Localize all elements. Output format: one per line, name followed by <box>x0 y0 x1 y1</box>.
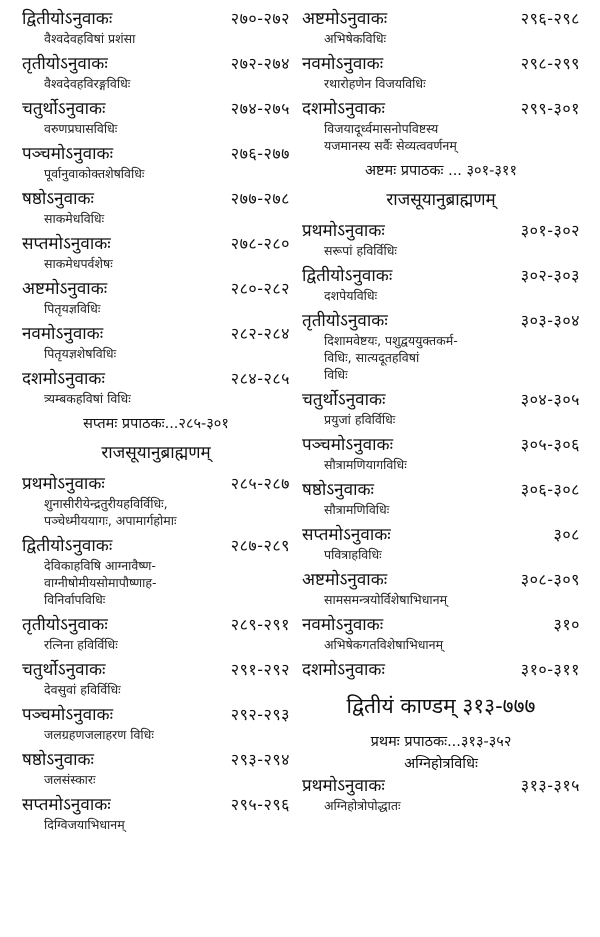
entry-heading <box>22 98 290 120</box>
page-range: २८२-२८४ <box>230 324 290 343</box>
right-column <box>302 8 580 820</box>
entry-description: वैश्वदेवहविषां प्रशंसा <box>44 31 136 46</box>
entry-description: देवसुवां हविर्विधिः <box>44 682 121 697</box>
toc-entry <box>22 233 290 272</box>
entry-description: विधिः <box>324 367 348 382</box>
toc-entry <box>22 704 290 743</box>
anuvaka-title: अष्टमोऽनुवाकः <box>302 9 388 29</box>
toc-entry <box>302 479 580 518</box>
entry-description: अग्निहोत्रोपोद्धातः <box>324 798 401 813</box>
entry-description: पञ्चेध्मीययागः, अपामार्गहोमाः <box>44 513 177 528</box>
anuvaka-title: नवमोऽनुवाकः <box>302 615 384 635</box>
section-title: राजसूयानुब्राह्मणम् <box>386 190 496 210</box>
page-range: ३०२-३०३ <box>520 266 580 285</box>
anuvaka-title: तृतीयोऽनुवाकः <box>22 615 108 635</box>
anuvaka-title: षष्ठोऽनुवाकः <box>22 750 94 770</box>
page-range: २९९-३०१ <box>520 99 580 118</box>
entry-description: विनिर्वापविधिः <box>44 592 106 607</box>
entry-heading <box>302 220 580 242</box>
page-range: ३१० <box>553 615 580 634</box>
page-range: २८५-२८७ <box>230 474 290 493</box>
entry-heading <box>22 749 290 771</box>
entry-description: सामसमन्त्रयोर्विशेषाभिधानम् <box>324 592 448 607</box>
entry-description: प्रयुजां हविर्विधिः <box>324 412 396 427</box>
anuvaka-title: तृतीयोऽनुवाकः <box>302 311 388 331</box>
toc-entry <box>302 53 580 92</box>
entry-heading <box>22 143 290 165</box>
entry-description: अभिषेकविधिः <box>324 31 387 46</box>
entry-description: साकमेधपर्वशेषः <box>44 256 113 271</box>
toc-entry <box>302 8 580 47</box>
anuvaka-title: सप्तमोऽनुवाकः <box>22 795 111 815</box>
entry-heading <box>302 98 580 120</box>
page-range: २८९-२९१ <box>230 615 290 634</box>
entry-description: रत्निना हविर्विधिः <box>44 637 118 652</box>
entry-description: त्र्यम्बकहविषां विधिः <box>44 391 131 406</box>
entry-description: दिग्विजयाभिधानम् <box>44 817 125 832</box>
toc-entry <box>22 473 290 529</box>
entry-description: जलसंस्कारः <box>44 772 96 787</box>
entry-heading <box>302 434 580 456</box>
toc-entry <box>22 53 290 92</box>
page-range: ३१३-३१५ <box>520 776 580 795</box>
anuvaka-title: पञ्चमोऽनुवाकः <box>22 705 114 725</box>
toc-entry <box>302 434 580 473</box>
anuvaka-title: दशमोऽनुवाकः <box>302 99 385 119</box>
page-range: ३०८-३०९ <box>520 570 580 589</box>
anuvaka-title: तृतीयोऽनुवाकः <box>22 54 108 74</box>
page-range: २९५-२९६ <box>230 795 290 814</box>
anuvaka-title: द्वितीयोऽनुवाकः <box>22 9 113 29</box>
anuvaka-title: नवमोऽनुवाकः <box>302 54 384 74</box>
entry-description: सौत्रामणिविधिः <box>324 502 390 517</box>
page-range: ३०६-३०८ <box>520 480 580 499</box>
prapathaka-heading: अष्टमः प्रपाठकः ... ३०१-३११ <box>364 163 517 179</box>
entry-heading <box>22 614 290 636</box>
toc-entry <box>22 188 290 227</box>
toc-entry <box>302 569 580 608</box>
page-range: २९६-२९८ <box>520 9 580 28</box>
entry-heading <box>22 368 290 390</box>
entry-heading <box>302 524 580 546</box>
toc-entry <box>22 8 290 47</box>
anuvaka-title: पञ्चमोऽनुवाकः <box>302 435 394 455</box>
entry-heading <box>22 8 290 30</box>
entry-description: रथारोहणेन विजयविधिः <box>324 76 426 91</box>
page-range: ३०५-३०६ <box>520 435 580 454</box>
toc-entry <box>22 278 290 317</box>
toc-entry <box>302 98 580 154</box>
entry-heading <box>302 53 580 75</box>
toc-entry <box>22 323 290 362</box>
anuvaka-title: सप्तमोऽनुवाकः <box>22 234 111 254</box>
entry-description: वैश्वदेवहविरङ्गविधिः <box>44 76 131 91</box>
entry-heading <box>22 659 290 681</box>
toc-entry <box>22 794 290 833</box>
toc-entry <box>22 98 290 137</box>
entry-heading <box>302 265 580 287</box>
entry-heading <box>302 569 580 591</box>
page-range: ३१०-३११ <box>520 660 580 679</box>
entry-description: दिशामवेष्टयः, पशुद्वययुक्तकर्म- <box>324 333 458 348</box>
entry-description: विजयादूर्ध्वमासनोपविष्टस्य <box>324 121 439 136</box>
toc-entry <box>302 220 580 259</box>
anuvaka-title: दशमोऽनुवाकः <box>302 660 385 680</box>
page-range: २८०-२८२ <box>230 279 290 298</box>
entry-heading <box>22 188 290 210</box>
anuvaka-title: द्वितीयोऽनुवाकः <box>22 536 113 556</box>
entry-description: अभिषेकगतविशेषाभिधानम् <box>324 637 444 652</box>
toc-entry <box>22 143 290 182</box>
entry-description: पवित्राहविधिः <box>324 547 382 562</box>
entry-description: विधिः, सात्यदूतहविषां <box>324 350 420 365</box>
subsection-heading: प्रथमः प्रपाठकः...३१३-३५२ <box>370 734 512 750</box>
anuvaka-title: षष्ठोऽनुवाकः <box>22 189 94 209</box>
entry-description: वरुणप्रघासविधिः <box>44 121 118 136</box>
anuvaka-title: पञ्चमोऽनुवाकः <box>22 144 114 164</box>
entry-heading <box>22 278 290 300</box>
page-range: २८७-२८९ <box>230 536 290 555</box>
toc-entry <box>302 310 580 383</box>
anuvaka-title: अष्टमोऽनुवाकः <box>22 279 108 299</box>
entry-description: सरूपां हविर्विधिः <box>324 243 397 258</box>
entry-heading <box>302 8 580 30</box>
entry-description: देविकाहविषि आग्नावैष्ण- <box>44 558 156 573</box>
page-range: ३०१-३०२ <box>520 221 580 240</box>
anuvaka-title: चतुर्थोऽनुवाकः <box>22 660 106 680</box>
entry-heading <box>22 794 290 816</box>
anuvaka-title: प्रथमोऽनुवाकः <box>22 474 105 494</box>
left-column <box>22 8 290 839</box>
toc-entry <box>22 614 290 653</box>
anuvaka-title: नवमोऽनुवाकः <box>22 324 104 344</box>
entry-heading <box>22 233 290 255</box>
page-range: २७७-२७८ <box>230 189 290 208</box>
page-range: २७०-२७२ <box>230 9 290 28</box>
anuvaka-title: अष्टमोऽनुवाकः <box>302 570 388 590</box>
toc-entry <box>302 524 580 563</box>
entry-heading <box>22 473 290 495</box>
entry-description: सौत्रामणियागविधिः <box>324 457 407 472</box>
toc-entry <box>22 368 290 407</box>
toc-entry <box>22 659 290 698</box>
anuvaka-title: चतुर्थोऽनुवाकः <box>302 390 386 410</box>
anuvaka-title: द्वितीयोऽनुवाकः <box>302 266 393 286</box>
entry-heading <box>302 614 580 636</box>
entry-description: पितृयज्ञविधिः <box>44 301 101 316</box>
toc-entry <box>302 775 580 814</box>
page-range: २८४-२८५ <box>230 369 290 388</box>
page-range: ३०८ <box>553 525 580 544</box>
page-range: ३०३-३०४ <box>520 311 580 330</box>
entry-description: यजमानस्य सर्वैः सेव्यत्ववर्णनम् <box>324 138 457 153</box>
anuvaka-title: प्रथमोऽनुवाकः <box>302 776 385 796</box>
entry-heading <box>302 775 580 797</box>
page-range: २७८-२८० <box>230 234 290 253</box>
toc-entry <box>302 659 580 681</box>
toc-entry <box>302 389 580 428</box>
toc-entry <box>22 749 290 788</box>
anuvaka-title: चतुर्थोऽनुवाकः <box>22 99 106 119</box>
page-range: २७६-२७७ <box>230 144 290 163</box>
entry-heading <box>22 323 290 345</box>
toc-entry <box>22 535 290 608</box>
anuvaka-title: सप्तमोऽनुवाकः <box>302 525 391 545</box>
entry-heading <box>22 535 290 557</box>
entry-description: पितृयज्ञशेषविधिः <box>44 346 117 361</box>
entry-description: पूर्वानुवाकोक्तशेषविधिः <box>44 166 145 181</box>
entry-description: जलग्रहणजलाहरण विधिः <box>44 727 154 742</box>
entry-description: शुनासीरीयेन्द्रतुरीयहविर्विधिः, <box>44 496 168 511</box>
page-range: २९२-२९३ <box>230 705 290 724</box>
entry-heading <box>302 389 580 411</box>
page-range: २७२-२७४ <box>230 54 290 73</box>
page-range: ३०४-३०५ <box>520 390 580 409</box>
toc-entry <box>302 265 580 304</box>
page-range: २९३-२९४ <box>230 750 290 769</box>
entry-heading <box>22 704 290 726</box>
entry-heading <box>302 479 580 501</box>
entry-description: वाग्नीषोमीयसोमापौष्णाह- <box>44 575 157 590</box>
entry-description: साकमेधविधिः <box>44 211 105 226</box>
anuvaka-title: षष्ठोऽनुवाकः <box>302 480 374 500</box>
entry-heading <box>302 659 580 681</box>
entry-description: दशपेयविधिः <box>324 288 378 303</box>
page-range: २७४-२७५ <box>230 99 290 118</box>
anuvaka-title: प्रथमोऽनुवाकः <box>302 221 385 241</box>
entry-heading <box>302 310 580 332</box>
section-title: राजसूयानुब्राह्मणम् <box>101 443 211 463</box>
kanda-heading: द्वितीयं काण्डम् ३१३-७७७ <box>346 694 536 718</box>
page-range: २९१-२९२ <box>230 660 290 679</box>
toc-entry <box>302 614 580 653</box>
anuvaka-title: दशमोऽनुवाकः <box>22 369 105 389</box>
entry-heading <box>22 53 290 75</box>
page-range: २९८-२९९ <box>520 54 580 73</box>
subsection-heading: अग्निहोत्रविधिः <box>404 756 478 772</box>
prapathaka-heading: सप्तमः प्रपाठकः...२८५-३०१ <box>83 416 229 432</box>
